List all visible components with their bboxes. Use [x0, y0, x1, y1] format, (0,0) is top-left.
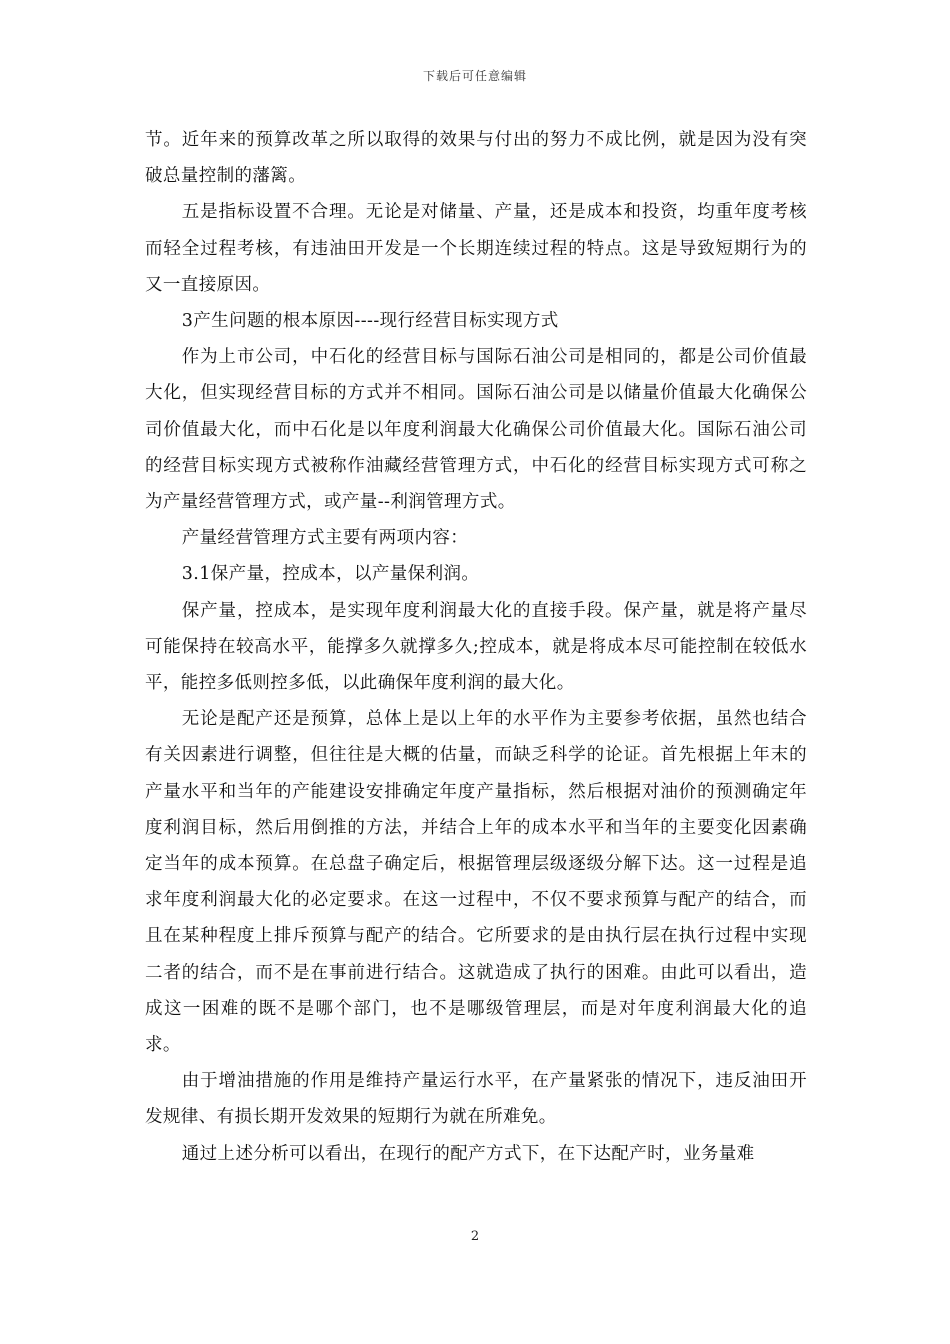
- paragraph-oil-increase-measures: 由于增油措施的作用是维持产量运行水平，在产量紧张的情况下，违反油田开发规律、有损长期开发效果的短期行为就在所难免。: [145, 1071, 807, 1128]
- paragraph-listed-company: 作为上市公司，中石化的经营目标与国际石油公司是相同的，都是公司价值最大化，但实现经营目标的方式并不相同。国际石油公司是以储量价值最大化确保公司价值最大化，而中石化是以年度利润最大化确保公司价值最大化。国际石油公司的经营目标实现方式被称作油藏经营管理方式，中石化的经营目标实现方式可称之为产量经营管理方式，或产量--利润管理方式。: [145, 347, 807, 513]
- paragraph-allocation-budget: 无论是配产还是预算，总体上是以上年的水平作为主要参考依据，虽然也结合有关因素进行调整，但往往是大概的估量，而缺乏科学的论证。首先根据上年末的产量水平和当年的产能建设安排确定年度产量指标，然后根据对油价的预测确定年度利润目标，然后用倒推的方法，并结合上年的成本水平和当年的主要变化因素确定当年的成本预算。在总盘子确定后，根据管理层级逐级分解下达。这一过程是追求年度利润最大化的必定要求。在这一过程中，不仅不要求预算与配产的结合，而且在某种程度上排斥预算与配产的结合。它所要求的是由执行层在执行过程中实现二者的结合，而不是在事前进行结合。这就造成了执行的困难。由此可以看出，造成这一困难的既不是哪个部门，也不是哪级管理层，而是对年度利润最大化的追求。: [145, 709, 807, 1056]
- paragraph-indicator-setting: 五是指标设置不合理。无论是对储量、产量，还是成本和投资，均重年度考核而轻全过程考核，有违油田开发是一个长期连续过程的特点。这是导致短期行为的又一直接原因。: [145, 202, 807, 295]
- section-heading-root-cause: 3产生问题的根本原因----现行经营目标实现方式: [181, 311, 559, 332]
- paragraph-continuation: 节。近年来的预算改革之所以取得的效果与付出的努力不成比例，就是因为没有突破总量控制的藩篱。: [145, 130, 807, 187]
- page-number: 2: [470, 1229, 480, 1244]
- document-body: [145, 122, 807, 1172]
- paragraph-keep-output-control-cost: 保产量，控成本，是实现年度利润最大化的直接手段。保产量，就是将产量尽可能保持在较高水平，能撑多久就撑多久;控成本，就是将成本尽可能控制在较低水平，能控多低则控多低，以此确保年度利润的最大化。: [145, 600, 807, 694]
- subsection-heading-3-1: 3.1保产量，控成本，以产量保利润。: [181, 564, 480, 585]
- paragraph-production-management-intro: 产量经营管理方式主要有两项内容：: [181, 528, 469, 549]
- page-header: 下载后可任意编辑: [422, 69, 527, 83]
- paragraph-analysis-conclusion: 通过上述分析可以看出，在现行的配产方式下，在下达配产时，业务量难: [181, 1143, 755, 1164]
